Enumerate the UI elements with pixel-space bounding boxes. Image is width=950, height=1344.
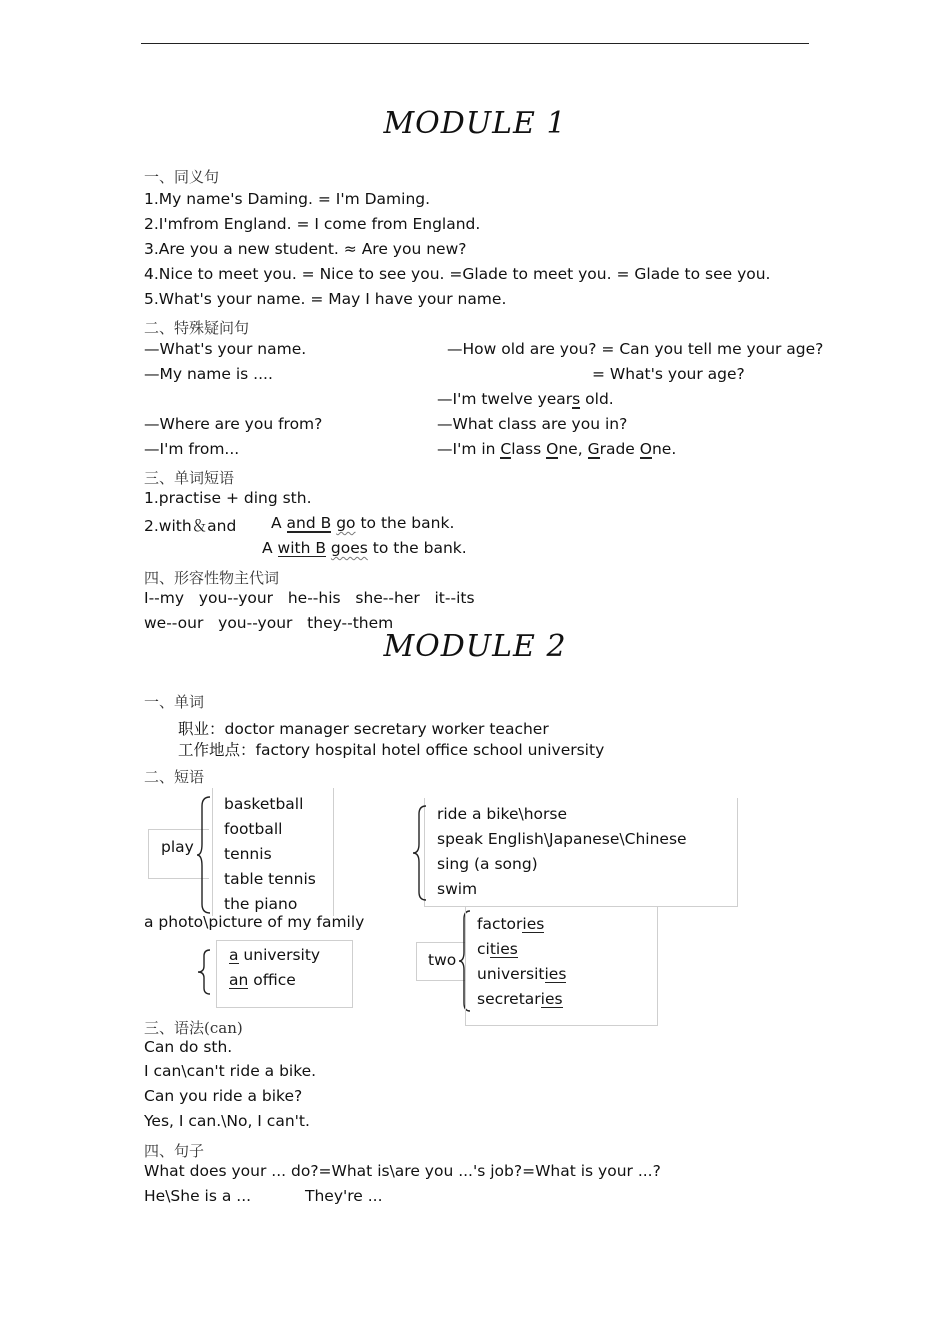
m1-sec2-class-line (437, 440, 676, 459)
verb-item: speak English\Japanese\Chinese (437, 830, 687, 848)
article-item (229, 946, 320, 964)
m1-sec2-left-2: —My name is .... (144, 365, 273, 383)
class-cap-o1: O (546, 440, 559, 458)
m2-sec4-heading: 四、句子 (144, 1142, 205, 1160)
m1-sec1-line-3: 3.Are you a new student. ≈ Are you new? (144, 240, 467, 258)
plural-stem: secretar (477, 990, 541, 1008)
class-cap-o2: O (639, 440, 652, 458)
m1-sec2-right-3: —What class are you in? (437, 415, 628, 433)
m1-sec2-left-1: —What's your name. (144, 340, 307, 358)
plural-item (477, 915, 544, 933)
m2-sec1-heading: 一、单词 (144, 693, 205, 711)
article-item (229, 971, 296, 989)
m1-sec4-line-1: I--my you--your he--his she--her it--its (144, 589, 475, 607)
m1-sec2-heading: 二、特殊疑问句 (144, 319, 250, 337)
with-b-underlined: with B (277, 539, 326, 557)
verb-item: ride a bike\horse (437, 805, 568, 823)
class-text-e: ne, (558, 440, 588, 458)
m2-jobs-line: 职业：doctor manager secretary worker teacher (178, 720, 549, 738)
m2-sec3-line: I can\can't ride a bike. (144, 1062, 317, 1080)
m1-sec1-line-1: 1.My name's Daming. = I'm Daming. (144, 190, 431, 208)
m1-sec3-heading: 三、单词短语 (144, 469, 235, 487)
m2-sec3-line: Yes, I can.\No, I can't. (144, 1112, 310, 1130)
m2-sec4-line-2b: They're ... (305, 1187, 383, 1205)
with-text-e: to the bank. (367, 539, 467, 557)
class-cap-g: G (587, 440, 600, 458)
article-word: a (229, 946, 239, 964)
m1-sec4-line-2: we--our you--your they--them (144, 614, 394, 632)
twelve-text-c: old. (580, 390, 614, 408)
play-item: table tennis (224, 870, 316, 888)
m2-sec3-heading: 三、语法(can) (144, 1019, 243, 1037)
go-wavy: go (336, 514, 356, 532)
m1-sec1-line-5: 5.What's your name. = May I have your name. (144, 290, 507, 308)
plural-ending: ies (540, 990, 563, 1008)
plural-ending: ies (522, 915, 545, 933)
m2-sec3-line: Can you ride a bike? (144, 1087, 303, 1105)
m1-sec3-line-1: 1.practise + ding sth. (144, 489, 312, 507)
m1-sec2-left-3: —Where are you from? (144, 415, 323, 433)
m2-places-line: 工作地点：factory hospital hotel office school university (178, 741, 605, 759)
play-item: the piano (224, 895, 298, 913)
m1-sec4-heading: 四、形容性物主代词 (144, 569, 280, 587)
twelve-underlined-s: s (572, 390, 581, 408)
class-cap-c: C (500, 440, 512, 458)
m2-sec3-line: Can do sth. (144, 1038, 233, 1056)
m1-sec2-twelve-line (437, 390, 614, 409)
m1-sec2-right-1: —How old are you? = Can you tell me your age? (447, 340, 824, 358)
class-text-i: ne. (651, 440, 677, 458)
and-text-a: A (271, 514, 287, 532)
article-noun: university (238, 946, 321, 964)
class-text-g: rade (599, 440, 640, 458)
twelve-text-a: —I'm twelve year (437, 390, 573, 408)
article-word: an (229, 971, 249, 989)
play-item: basketball (224, 795, 304, 813)
header-rule (141, 43, 809, 44)
and-b-underlined: and B (286, 514, 332, 532)
plural-stem: factor (477, 915, 523, 933)
m2-sec2-heading: 二、短语 (144, 768, 205, 786)
verb-brace (412, 805, 428, 901)
m1-sec3-and-line (271, 514, 454, 533)
m2-sec4-line-2a: He\She is a ... (144, 1187, 252, 1205)
plural-item (477, 990, 563, 1008)
plural-item (477, 965, 566, 983)
verb-item: sing (a song) (437, 855, 538, 873)
photo-line: a photo\picture of my family (144, 913, 365, 931)
m1-sec2-left-4: —I'm from... (144, 440, 240, 458)
m1-sec1-heading: 一、同义句 (144, 168, 220, 186)
m1-sec2-right-2: = What's your age? (592, 365, 745, 383)
play-brace (196, 796, 212, 914)
module2-title: MODULE 2 (383, 629, 567, 664)
m1-sec1-line-2: 2.I'mfrom England. = I come from England. (144, 215, 481, 233)
play-item: tennis (224, 845, 272, 863)
plural-stem: universit (477, 965, 545, 983)
plural-item (477, 940, 518, 958)
verb-item: swim (437, 880, 478, 898)
m1-sec3-line-2-label: 2.with＆and (144, 517, 237, 535)
plural-ending: ies (544, 965, 567, 983)
plural-ending: ties (489, 940, 518, 958)
play-label: play (161, 838, 194, 856)
m1-sec1-line-4: 4.Nice to meet you. = Nice to see you. =Glade to meet you. = Glade to see you. (144, 265, 771, 283)
play-item: football (224, 820, 283, 838)
article-brace (196, 949, 212, 995)
class-text-c: lass (511, 440, 547, 458)
module1-title: MODULE 1 (383, 106, 567, 141)
m2-sec4-line-1: What does your ... do?=What is\are you ...'s job?=What is your ...? (144, 1162, 661, 1180)
goes-wavy: goes (330, 539, 368, 557)
and-text-e: to the bank. (355, 514, 455, 532)
class-text-a: —I'm in (437, 440, 501, 458)
article-noun: office (248, 971, 296, 989)
m1-sec3-with-line (262, 539, 467, 557)
with-text-a: A (262, 539, 278, 557)
two-label: two (428, 951, 457, 969)
plural-stem: ci (477, 940, 490, 958)
